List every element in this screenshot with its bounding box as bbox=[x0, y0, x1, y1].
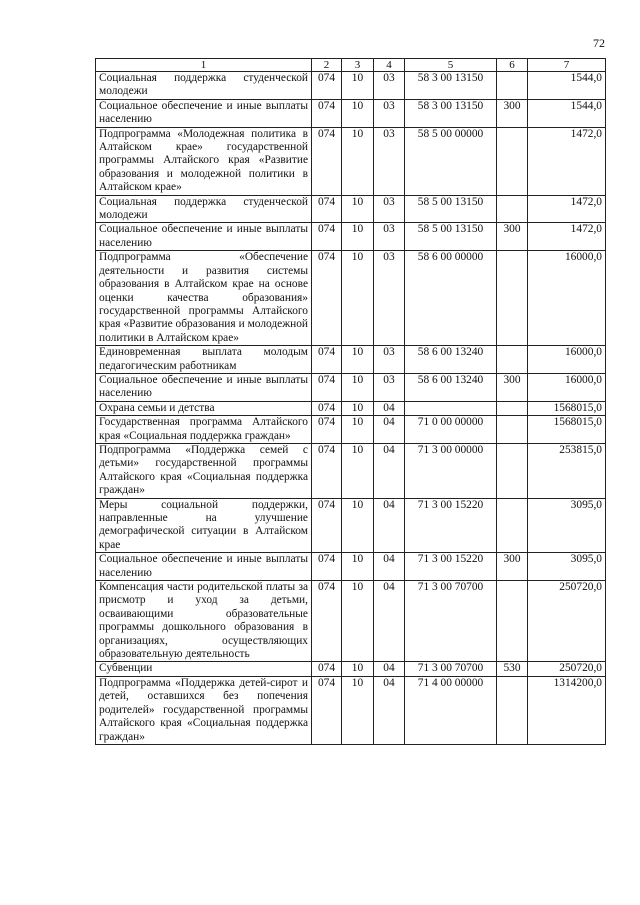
row-subsection-code: 03 bbox=[374, 373, 405, 401]
row-subsection-code: 03 bbox=[374, 346, 405, 374]
row-name: Социальное обеспечение и иные выплаты населению bbox=[96, 553, 312, 581]
row-target-article: 71 4 00 00000 bbox=[405, 676, 497, 744]
row-target-article: 71 3 00 70700 bbox=[405, 662, 497, 676]
row-amount: 250720,0 bbox=[528, 662, 606, 676]
row-amount: 1568015,0 bbox=[528, 416, 606, 444]
row-name: Социальная поддержка студенческой молодежи bbox=[96, 195, 312, 223]
row-expense-type bbox=[497, 72, 528, 100]
table-row bbox=[96, 99, 606, 127]
row-amount: 1472,0 bbox=[528, 127, 606, 195]
row-expense-type bbox=[497, 346, 528, 374]
row-subsection-code: 03 bbox=[374, 72, 405, 100]
row-name: Социальное обеспечение и иные выплаты населению bbox=[96, 373, 312, 401]
row-amount: 1568015,0 bbox=[528, 401, 606, 415]
row-ved-code: 074 bbox=[312, 553, 342, 581]
row-amount: 3095,0 bbox=[528, 553, 606, 581]
row-section-code: 10 bbox=[342, 223, 374, 251]
table-row bbox=[96, 223, 606, 251]
row-amount: 250720,0 bbox=[528, 581, 606, 662]
row-name: Подпрограмма «Молодежная политика в Алтайском крае» государственной программы Алтайского края «Развитие образования и молодежной политики в Алтайском крае» bbox=[96, 127, 312, 195]
table-row bbox=[96, 72, 606, 100]
row-target-article: 71 3 00 15220 bbox=[405, 498, 497, 553]
row-ved-code: 074 bbox=[312, 72, 342, 100]
row-subsection-code: 04 bbox=[374, 443, 405, 498]
row-ved-code: 074 bbox=[312, 416, 342, 444]
row-ved-code: 074 bbox=[312, 127, 342, 195]
row-section-code: 10 bbox=[342, 346, 374, 374]
row-ved-code: 074 bbox=[312, 373, 342, 401]
col-header-ved: 2 bbox=[312, 59, 342, 72]
row-name: Подпрограмма «Поддержка детей-сирот и детей, оставшихся без попечения родителей» государственной программы Алтайского края «Социальная поддержка граждан» bbox=[96, 676, 312, 744]
row-subsection-code: 04 bbox=[374, 676, 405, 744]
row-subsection-code: 04 bbox=[374, 581, 405, 662]
table-body bbox=[96, 72, 606, 745]
table-row bbox=[96, 401, 606, 415]
row-name: Государственная программа Алтайского края «Социальная поддержка граждан» bbox=[96, 416, 312, 444]
row-subsection-code: 04 bbox=[374, 416, 405, 444]
table-row bbox=[96, 443, 606, 498]
row-target-article: 71 0 00 00000 bbox=[405, 416, 497, 444]
row-section-code: 10 bbox=[342, 72, 374, 100]
row-expense-type bbox=[497, 401, 528, 415]
table-row bbox=[96, 662, 606, 676]
row-section-code: 10 bbox=[342, 127, 374, 195]
header-row bbox=[96, 59, 606, 72]
row-section-code: 10 bbox=[342, 553, 374, 581]
row-amount: 16000,0 bbox=[528, 373, 606, 401]
col-header-pr: 4 bbox=[374, 59, 405, 72]
row-name: Единовременная выплата молодым педагогическим работникам bbox=[96, 346, 312, 374]
row-amount: 1544,0 bbox=[528, 72, 606, 100]
row-ved-code: 074 bbox=[312, 195, 342, 223]
table-row bbox=[96, 373, 606, 401]
page-number: 72 bbox=[593, 36, 605, 50]
row-expense-type: 300 bbox=[497, 373, 528, 401]
table-row bbox=[96, 127, 606, 195]
row-subsection-code: 03 bbox=[374, 195, 405, 223]
row-name: Социальная поддержка студенческой молодежи bbox=[96, 72, 312, 100]
row-ved-code: 074 bbox=[312, 581, 342, 662]
row-target-article: 58 6 00 13240 bbox=[405, 346, 497, 374]
row-section-code: 10 bbox=[342, 443, 374, 498]
row-amount: 16000,0 bbox=[528, 346, 606, 374]
row-subsection-code: 04 bbox=[374, 662, 405, 676]
row-ved-code: 074 bbox=[312, 251, 342, 346]
budget-table bbox=[95, 58, 606, 745]
row-section-code: 10 bbox=[342, 498, 374, 553]
table-row bbox=[96, 416, 606, 444]
row-name: Подпрограмма «Поддержка семей с детьми» государственной программы Алтайского края «Социальная поддержка граждан» bbox=[96, 443, 312, 498]
row-expense-type: 300 bbox=[497, 223, 528, 251]
row-name: Охрана семьи и детства bbox=[96, 401, 312, 415]
row-subsection-code: 03 bbox=[374, 127, 405, 195]
row-ved-code: 074 bbox=[312, 346, 342, 374]
row-name: Компенсация части родительской платы за присмотр и уход за детьми, осваивающими образовательные программы дошкольного образования в организациях, осуществляющих образовательную деятельность bbox=[96, 581, 312, 662]
row-name: Меры социальной поддержки, направленные на улучшение демографической ситуации в Алтайском крае bbox=[96, 498, 312, 553]
row-amount: 1314200,0 bbox=[528, 676, 606, 744]
table-row bbox=[96, 498, 606, 553]
row-section-code: 10 bbox=[342, 401, 374, 415]
row-target-article: 71 3 00 15220 bbox=[405, 553, 497, 581]
row-expense-type bbox=[497, 416, 528, 444]
row-section-code: 10 bbox=[342, 373, 374, 401]
row-target-article: 58 5 00 00000 bbox=[405, 127, 497, 195]
row-target-article bbox=[405, 401, 497, 415]
row-section-code: 10 bbox=[342, 99, 374, 127]
row-section-code: 10 bbox=[342, 581, 374, 662]
table-row bbox=[96, 195, 606, 223]
row-subsection-code: 04 bbox=[374, 401, 405, 415]
row-ved-code: 074 bbox=[312, 223, 342, 251]
table-header bbox=[96, 59, 606, 72]
row-amount: 253815,0 bbox=[528, 443, 606, 498]
row-section-code: 10 bbox=[342, 416, 374, 444]
row-expense-type bbox=[497, 676, 528, 744]
row-amount: 16000,0 bbox=[528, 251, 606, 346]
row-ved-code: 074 bbox=[312, 662, 342, 676]
row-target-article: 58 5 00 13150 bbox=[405, 223, 497, 251]
row-ved-code: 074 bbox=[312, 443, 342, 498]
row-target-article: 58 6 00 13240 bbox=[405, 373, 497, 401]
row-section-code: 10 bbox=[342, 195, 374, 223]
row-target-article: 58 6 00 00000 bbox=[405, 251, 497, 346]
col-header-rz: 3 bbox=[342, 59, 374, 72]
table-row bbox=[96, 251, 606, 346]
row-section-code: 10 bbox=[342, 251, 374, 346]
row-ved-code: 074 bbox=[312, 498, 342, 553]
row-subsection-code: 04 bbox=[374, 498, 405, 553]
row-amount: 3095,0 bbox=[528, 498, 606, 553]
row-expense-type bbox=[497, 127, 528, 195]
row-expense-type: 300 bbox=[497, 553, 528, 581]
row-target-article: 58 3 00 13150 bbox=[405, 99, 497, 127]
row-ved-code: 074 bbox=[312, 401, 342, 415]
row-ved-code: 074 bbox=[312, 676, 342, 744]
table-row bbox=[96, 581, 606, 662]
row-target-article: 58 5 00 13150 bbox=[405, 195, 497, 223]
row-name: Социальное обеспечение и иные выплаты населению bbox=[96, 223, 312, 251]
row-target-article: 58 3 00 13150 bbox=[405, 72, 497, 100]
row-target-article: 71 3 00 00000 bbox=[405, 443, 497, 498]
row-name: Подпрограмма «Обеспечение деятельности и развития системы образования в Алтайском крае на основе оценки качества образования» государственной программы Алтайского края «Развитие образования и молодежной политики в Алтайском крае» bbox=[96, 251, 312, 346]
col-header-name: 1 bbox=[96, 59, 312, 72]
row-ved-code: 074 bbox=[312, 99, 342, 127]
row-amount: 1472,0 bbox=[528, 195, 606, 223]
table-row bbox=[96, 553, 606, 581]
row-target-article: 71 3 00 70700 bbox=[405, 581, 497, 662]
row-subsection-code: 03 bbox=[374, 251, 405, 346]
col-header-sum: 7 bbox=[528, 59, 606, 72]
row-amount: 1472,0 bbox=[528, 223, 606, 251]
row-expense-type: 530 bbox=[497, 662, 528, 676]
row-subsection-code: 04 bbox=[374, 553, 405, 581]
row-subsection-code: 03 bbox=[374, 99, 405, 127]
row-expense-type bbox=[497, 251, 528, 346]
col-header-csr: 5 bbox=[405, 59, 497, 72]
table-row bbox=[96, 346, 606, 374]
row-name: Субвенции bbox=[96, 662, 312, 676]
row-amount: 1544,0 bbox=[528, 99, 606, 127]
row-section-code: 10 bbox=[342, 676, 374, 744]
row-expense-type bbox=[497, 581, 528, 662]
row-section-code: 10 bbox=[342, 662, 374, 676]
col-header-vr: 6 bbox=[497, 59, 528, 72]
row-expense-type bbox=[497, 443, 528, 498]
row-expense-type bbox=[497, 195, 528, 223]
row-name: Социальное обеспечение и иные выплаты населению bbox=[96, 99, 312, 127]
row-expense-type: 300 bbox=[497, 99, 528, 127]
row-subsection-code: 03 bbox=[374, 223, 405, 251]
row-expense-type bbox=[497, 498, 528, 553]
table-row bbox=[96, 676, 606, 744]
